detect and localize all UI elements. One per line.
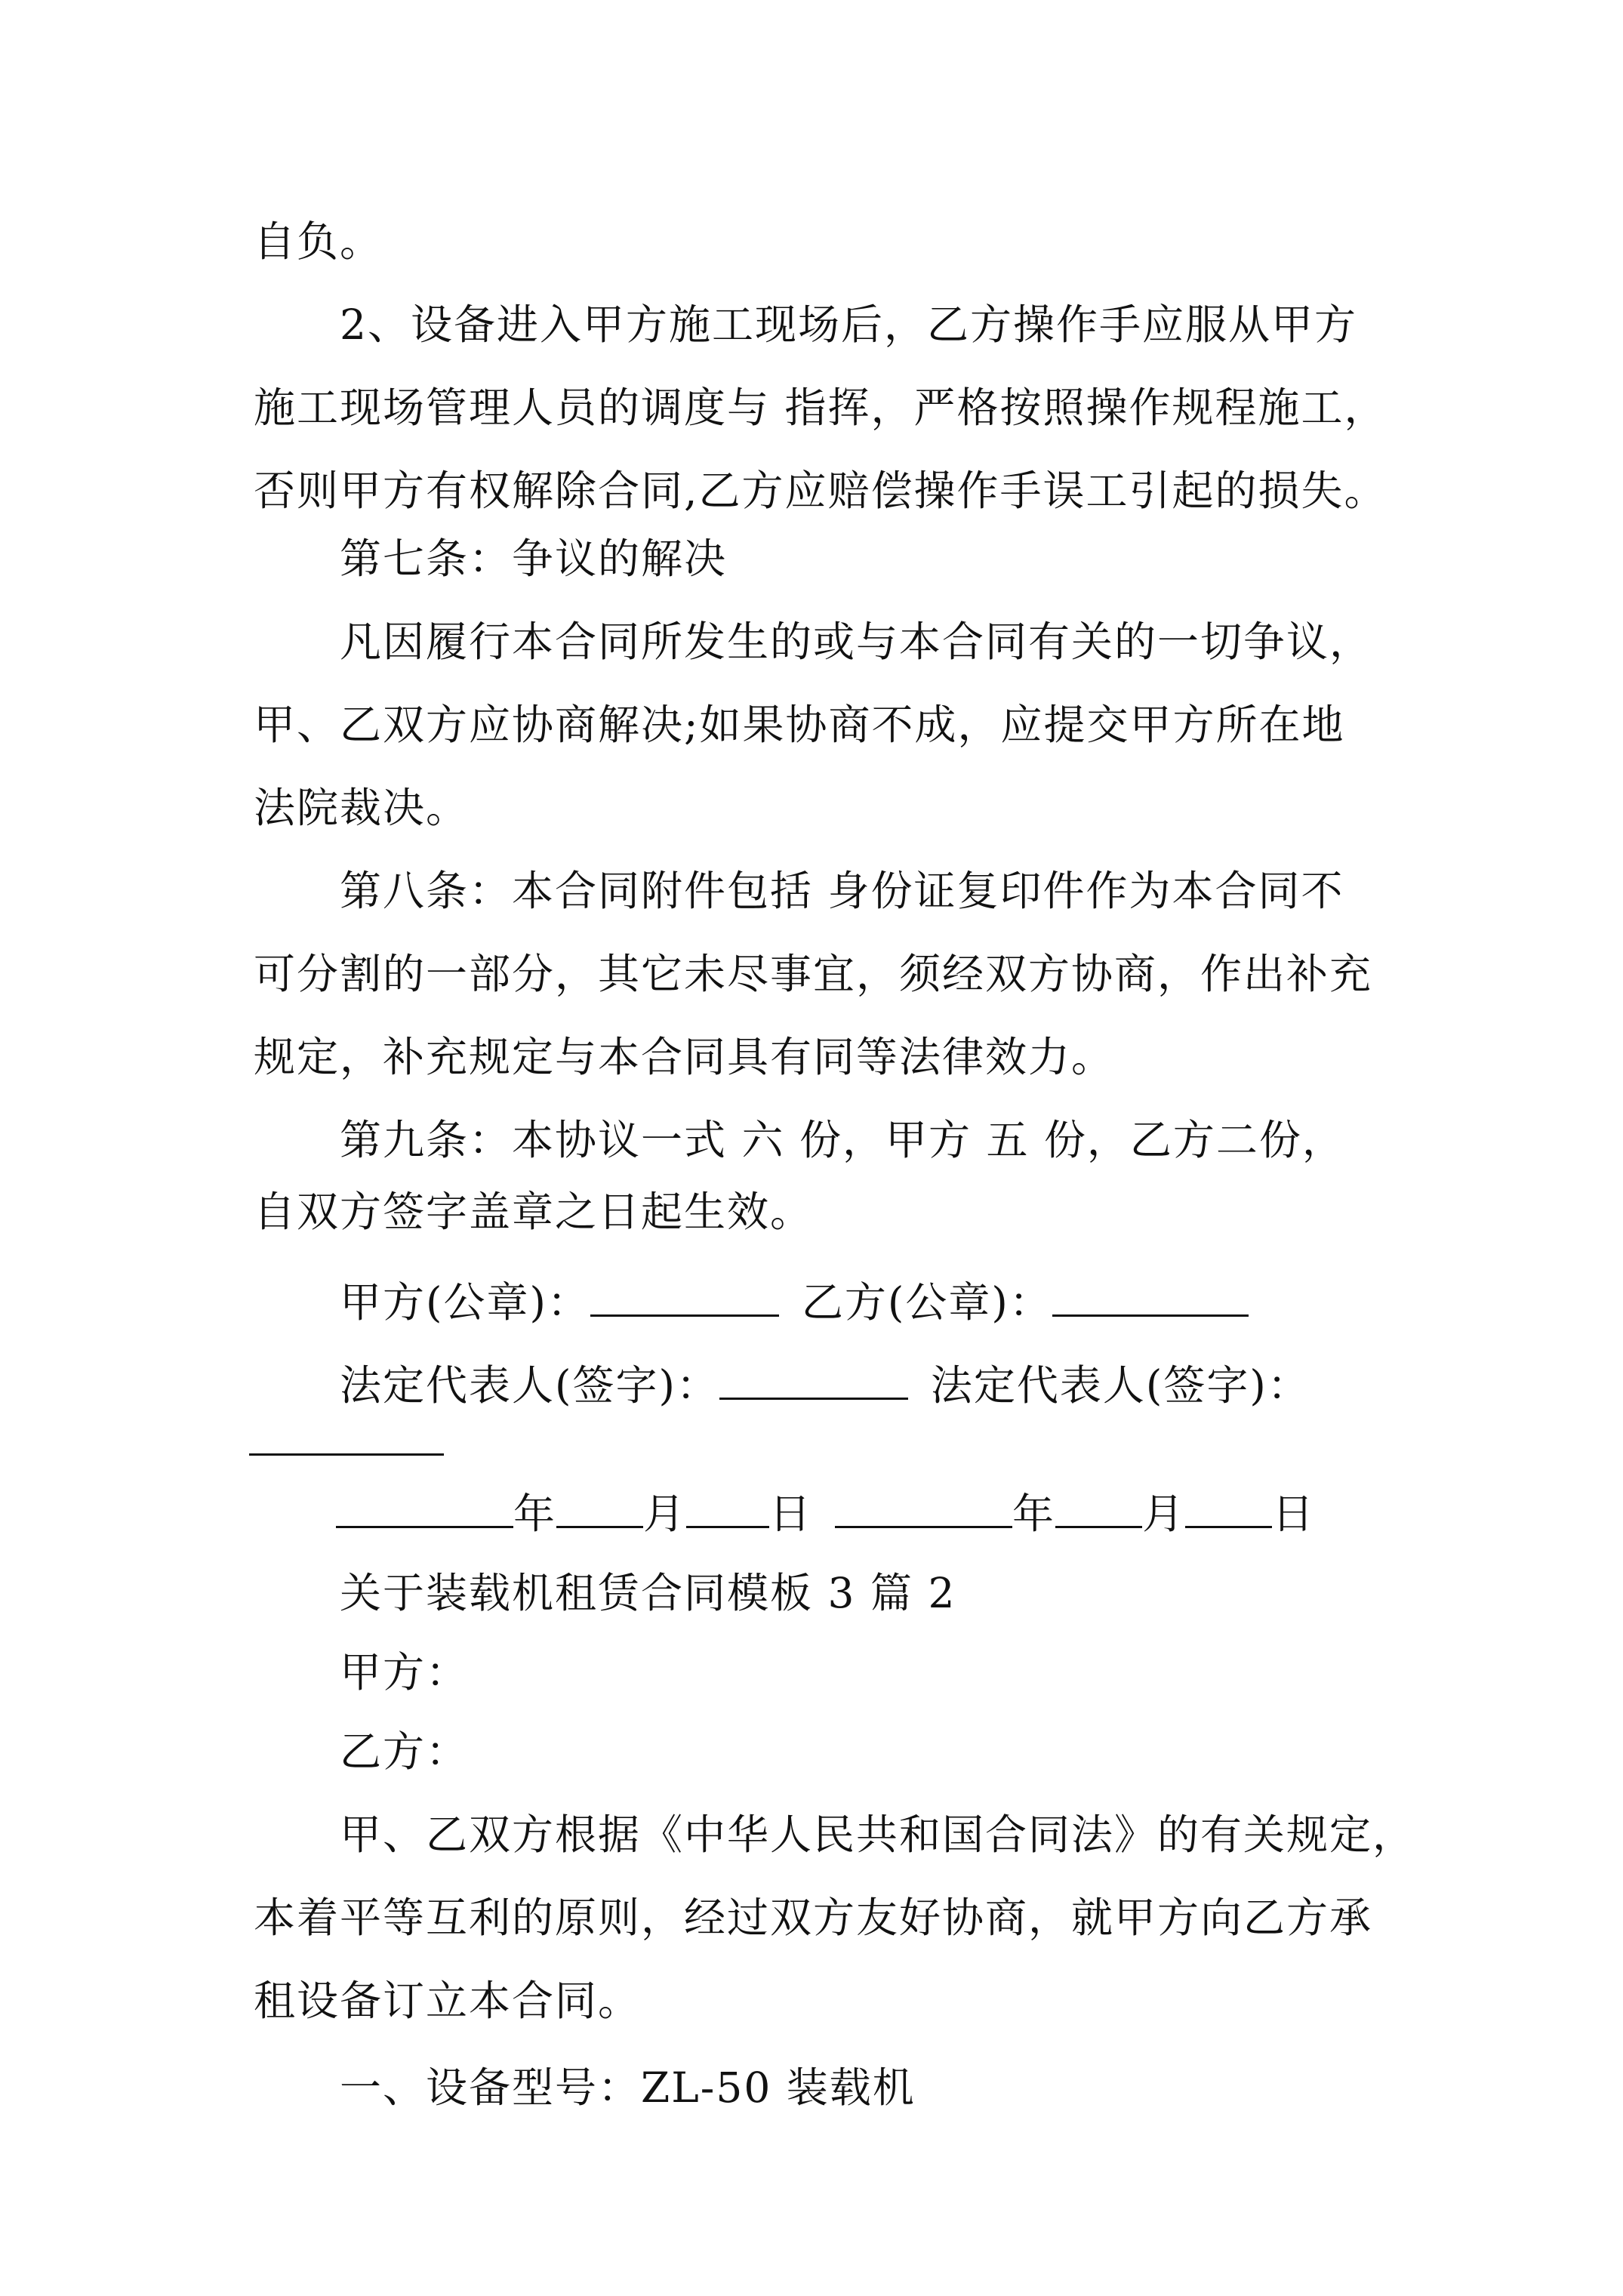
day-blank (1185, 1488, 1272, 1528)
party-a-label: 甲方： (340, 1648, 470, 1697)
date-line (336, 1487, 1315, 1540)
section-heading: 第七条：争议的解决 (340, 535, 728, 583)
party-a-seal-label: 甲方(公章)： (340, 1278, 590, 1327)
rep-b-blank (249, 1453, 444, 1456)
party-b-seal-label: 乙方(公章)： (801, 1278, 1052, 1327)
party-a-seal-blank (590, 1277, 779, 1317)
text-line: 规定，补充规定与本合同具有同等法律效力。 (254, 1033, 1115, 1081)
year-label: 年 (1012, 1490, 1056, 1538)
text-line: 可分割的一部分，其它未尽事宜，须经双方协商，作出补充 (254, 950, 1373, 998)
text-line: 甲、乙双方应协商解决;如果协商不成，应提交甲方所在地 (254, 701, 1345, 749)
seal-line (340, 1276, 1249, 1329)
rep-a-label: 法定代表人(签字)： (340, 1361, 719, 1410)
party-b-label: 乙方： (340, 1727, 470, 1776)
month-blank (556, 1488, 643, 1528)
text-line: 法院裁决。 (254, 784, 470, 832)
party-b-seal-blank (1052, 1277, 1249, 1317)
text-line: 租设备订立本合同。 (254, 1977, 642, 2025)
text-line: 自双方签字盖章之日起生效。 (254, 1188, 814, 1236)
text-line: 甲、乙双方根据《中华人民共和国合同法》的有关规定， (340, 1811, 1416, 1859)
month-label: 月 (1142, 1490, 1186, 1538)
text-line: 施工现场管理人员的调度与 指挥，严格按照操作规程施工， (254, 384, 1387, 432)
text-line: 2、设备进入甲方施工现场后，乙方操作手应服从甲方 (340, 300, 1357, 349)
text-line: 第八条：本合同附件包括 身份证复印件作为本合同不 (340, 867, 1344, 915)
day-label: 日 (1272, 1490, 1316, 1538)
day-blank (686, 1488, 769, 1528)
text-line: 自负。 (254, 217, 383, 266)
month-label: 月 (643, 1490, 687, 1538)
year-blank (336, 1488, 513, 1528)
document-title: 关于装载机租赁合同模板 3 篇 2 (340, 1569, 956, 1617)
year-label: 年 (513, 1490, 557, 1538)
text-line: 否则甲方有权解除合同,乙方应赔偿操作手误工引起的损失。 (254, 467, 1387, 515)
text-line: 第九条：本协议一式 六 份，甲方 五 份，乙方二份， (340, 1116, 1345, 1164)
year-blank (835, 1488, 1012, 1528)
text-line: 一、设备型号：ZL-50 装载机 (340, 2063, 916, 2112)
rep-line (340, 1359, 1310, 1412)
text-line: 本着平等互利的原则，经过双方友好协商，就甲方向乙方承 (254, 1894, 1373, 1942)
month-blank (1055, 1488, 1142, 1528)
rep-a-blank (719, 1360, 908, 1400)
day-label: 日 (769, 1490, 813, 1538)
rep-b-label: 法定代表人(签字)： (930, 1361, 1310, 1410)
text-line: 凡因履行本合同所发生的或与本合同有关的一切争议， (340, 618, 1373, 666)
